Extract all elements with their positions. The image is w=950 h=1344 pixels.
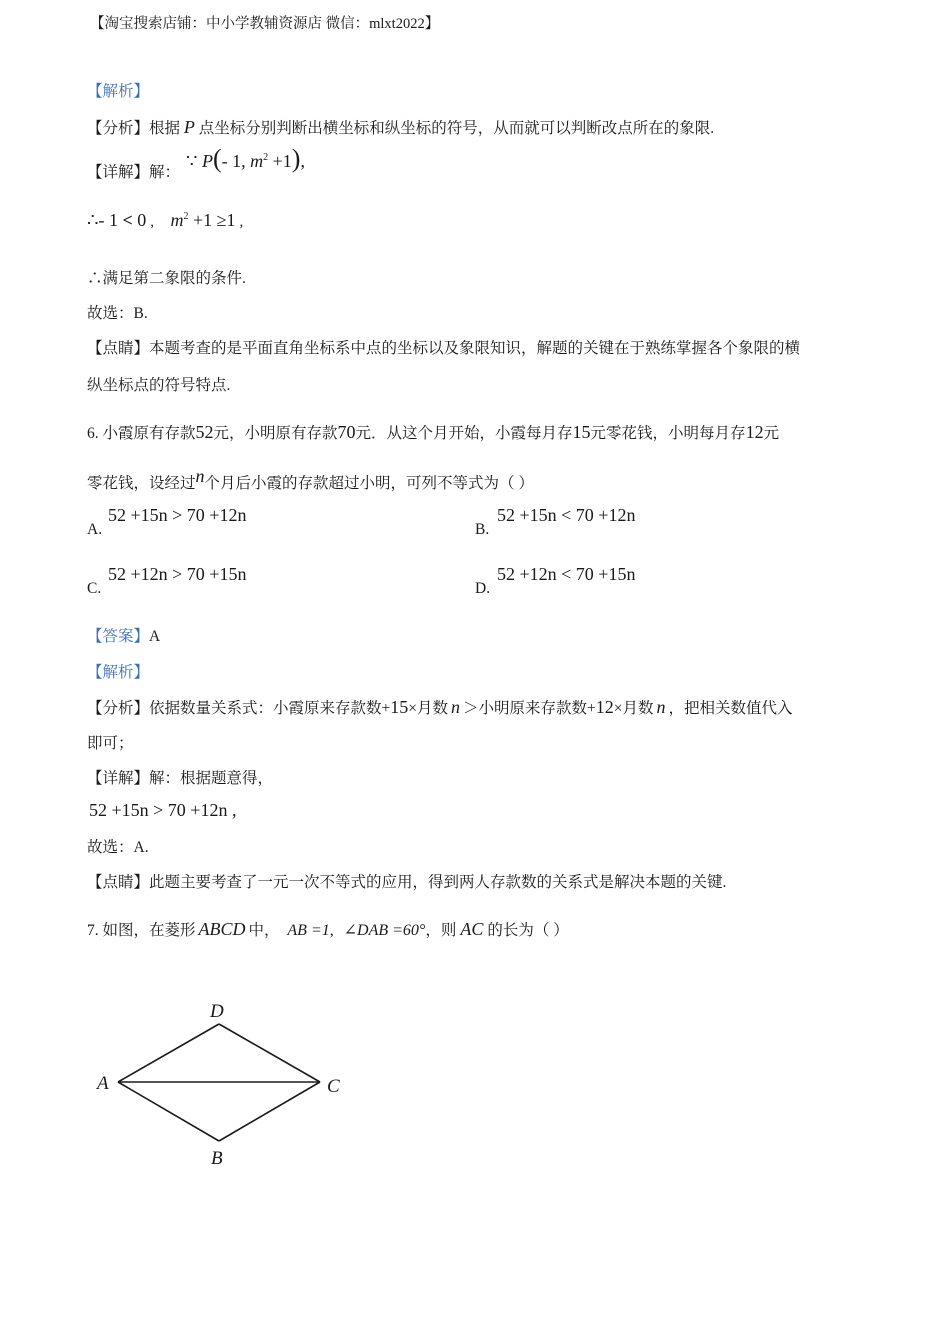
q5-dianjing-line2: 纵坐标点的符号特点.: [87, 377, 231, 394]
q7-abcd: ABCD: [198, 919, 246, 939]
q7-stem-d: 的长为（ ）: [487, 922, 569, 939]
option-b-label[interactable]: B.: [475, 521, 490, 538]
q6-stem-e: 元: [763, 425, 780, 442]
q6-answer: 故选：A.: [87, 839, 149, 856]
q7-ab: AB =1,: [287, 922, 334, 939]
q6-dianjing-text: 此题主要考查了一元一次不等式的应用，得到两人存款数的关系式是解决本题的关键.: [149, 874, 727, 891]
dianjing-text-1: 本题考查的是平面直角坐标系中点的坐标以及象限知识，解题的关键在于熟练掌握各个象限的横: [149, 340, 801, 357]
q6-fenxi-b: ×月数: [408, 700, 449, 717]
q6-fenxi-line2: 即可；: [87, 735, 134, 752]
q6-stem-g: 个月后小霞的存款超过小明，可列不等式为（ ）: [204, 475, 534, 492]
var-n: n: [195, 466, 205, 486]
q6-jiexi-tag: 【解析】: [87, 664, 150, 681]
q6-stem-c: 元．从这个月开始，小霞每月存: [355, 425, 573, 442]
daan-value: A: [149, 628, 161, 645]
jiexi-tag: 【解析】: [87, 83, 150, 100]
q6-fenxi-n1: n: [451, 697, 461, 717]
q6-stem-d: 元零花钱，小明每月存: [590, 425, 746, 442]
q6-stem-f: 零花钱，设经过: [87, 475, 196, 492]
num-12: 12: [745, 422, 764, 442]
q6-xiangjie-text: 解：根据题意得，: [149, 770, 274, 787]
option-d-expr[interactable]: 52 +12n < 70 +15n: [497, 564, 636, 584]
xiangjie-end: ,: [300, 151, 305, 171]
fenxi-text-a: 根据: [149, 120, 181, 137]
q6-dianjing-tag: 【点睛】: [87, 874, 150, 891]
q6-fenxi-d: ×月数: [613, 700, 654, 717]
comma-1: ,: [150, 214, 154, 230]
q5-answer: 故选：B.: [87, 305, 148, 322]
option-a-expr[interactable]: 52 +15n > 70 +12n: [108, 505, 247, 525]
q7-stem-b: 中，: [248, 922, 280, 939]
q6-fenxi-a: 依据数量关系式：小霞原来存款数+: [149, 700, 391, 717]
q7-angle: ∠DAB =60°: [343, 922, 426, 939]
side-ba: [118, 1082, 219, 1141]
label-a: A: [97, 1073, 109, 1094]
q6-fenxi-e: ，把相关数值代入: [668, 700, 793, 717]
q6-fenxi-12: 12: [595, 697, 614, 717]
q6-stem-a: 6. 小霞原有存款: [87, 425, 196, 442]
num-52: 52: [195, 422, 214, 442]
q7-stem-c: ，则: [425, 922, 457, 939]
option-c-expr[interactable]: 52 +12n > 70 +15n: [108, 564, 247, 584]
q6-fenxi-tag: 【分析】: [87, 700, 150, 717]
q7-stem-a: 7. 如图，在菱形: [87, 922, 196, 939]
option-d-label[interactable]: D.: [475, 580, 491, 597]
q6-fenxi-n2: n: [656, 697, 666, 717]
side-ad: [118, 1024, 219, 1082]
xiangjie-tag: 【详解】: [87, 164, 150, 181]
q6-inequality: 52 +15n > 70 +12n ,: [89, 800, 237, 820]
var-p: P: [183, 117, 195, 137]
q6-fenxi-c: ＞小明原来存款数+: [463, 700, 596, 717]
q6-xiangjie-tag: 【详解】: [87, 770, 150, 787]
dianjing-tag: 【点睛】: [87, 340, 150, 357]
option-b-expr[interactable]: 52 +15n < 70 +12n: [497, 505, 636, 525]
fenxi-text-b: 点坐标分别判断出横坐标和纵坐标的符号，从而就可以判断改点所在的象限.: [198, 120, 715, 137]
label-d: D: [210, 1001, 224, 1022]
option-c-label[interactable]: C.: [87, 580, 102, 597]
num-70: 70: [337, 422, 356, 442]
comma-2: ,: [239, 214, 244, 230]
q5-point-expr: ∵ P(- 1, $m^2 +1$),: [186, 144, 305, 173]
fenxi-tag: 【分析】: [87, 120, 150, 137]
daan-tag: 【答案】: [87, 628, 150, 645]
q7-ac: AC: [460, 919, 484, 939]
q5-therefore2: ∴满足第二象限的条件.: [87, 270, 246, 287]
q6-fenxi-15: 15: [390, 697, 409, 717]
header-text: 【淘宝搜索店铺：中小学教辅资源店 微信：mlxt2022】: [90, 16, 440, 32]
xiangjie-text: 解：: [149, 164, 181, 181]
q5-therefore-line: ∴- 1 < 0 , $m^2 +1 \ge 1$ ,: [87, 210, 244, 230]
side-dc: [219, 1024, 320, 1082]
label-b: B: [211, 1148, 223, 1169]
q6-stem-b: 元，小明原有存款: [213, 425, 338, 442]
option-a-label[interactable]: A.: [87, 521, 103, 538]
label-c: C: [327, 1076, 340, 1097]
num-15: 15: [572, 422, 591, 442]
side-cb: [219, 1082, 320, 1141]
